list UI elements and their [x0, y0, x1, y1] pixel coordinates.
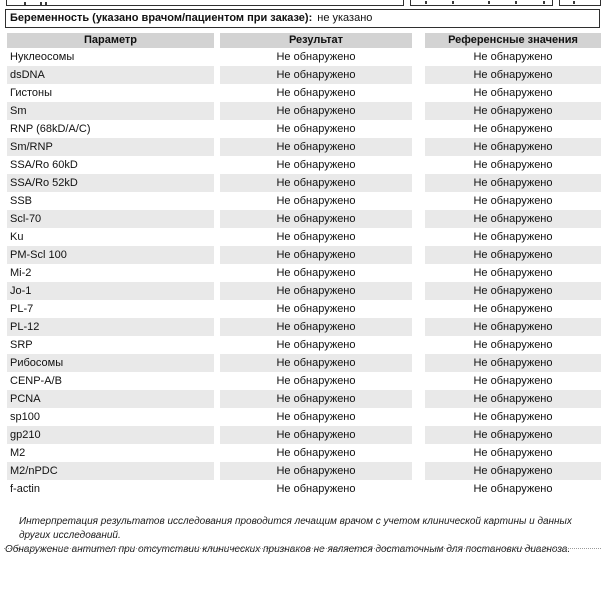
reference-cell: Не обнаружено [425, 390, 601, 408]
reference-cell: Не обнаружено [473, 483, 553, 495]
param-cell: Гистоны [10, 87, 52, 99]
table-row [0, 174, 605, 192]
result-cell: Не обнаружено [220, 318, 412, 336]
pregnancy-value: не указано [317, 12, 373, 24]
result-cell: Не обнаружено [276, 231, 356, 243]
footnote-line-2: Обнаружение антител при отсутствии клинических признаков не является достаточным для постановки диагноза. [5, 544, 571, 555]
reference-cell: Не обнаружено [473, 375, 553, 387]
table-row [0, 300, 605, 318]
table-header [0, 33, 605, 48]
reference-cell: Не обнаружено [473, 231, 553, 243]
param-cell: f-actin [10, 483, 40, 495]
param-cell: PL-12 [7, 318, 214, 336]
table-row [0, 102, 605, 120]
cut-text-remnant [515, 1, 517, 4]
result-cell: Не обнаружено [276, 483, 356, 495]
reference-cell: Не обнаружено [473, 447, 553, 459]
param-cell: Mi-2 [10, 267, 32, 279]
table-row [0, 246, 605, 264]
param-cell: SRP [10, 339, 33, 351]
reference-cell: Не обнаружено [473, 195, 553, 207]
reference-cell: Не обнаружено [425, 426, 601, 444]
reference-cell: Не обнаружено [425, 282, 601, 300]
header-cell-result: Результат [220, 33, 412, 48]
result-cell: Не обнаружено [276, 303, 356, 315]
results-table [0, 33, 605, 498]
table-row [0, 210, 605, 228]
table-row [0, 462, 605, 480]
reference-cell: Не обнаружено [425, 66, 601, 84]
result-cell: Не обнаружено [220, 174, 412, 192]
param-cell: PL-7 [10, 303, 34, 315]
dotted-separator [4, 548, 601, 549]
param-cell: Ku [10, 231, 24, 243]
param-cell: sp100 [10, 411, 40, 423]
result-cell: Не обнаружено [276, 159, 356, 171]
result-cell: Не обнаружено [220, 210, 412, 228]
reference-cell: Не обнаружено [425, 354, 601, 372]
result-cell: Не обнаружено [220, 138, 412, 156]
table-row [0, 228, 605, 246]
result-cell: Не обнаружено [220, 390, 412, 408]
table-row [0, 426, 605, 444]
reference-cell: Не обнаружено [473, 87, 553, 99]
result-cell: Не обнаружено [276, 411, 356, 423]
table-row [0, 48, 605, 66]
reference-cell: Не обнаружено [473, 411, 553, 423]
param-cell: gp210 [7, 426, 214, 444]
reference-cell: Не обнаружено [473, 267, 553, 279]
reference-cell: Не обнаружено [473, 123, 553, 135]
result-cell: Не обнаружено [276, 51, 356, 63]
reference-cell: Не обнаружено [473, 159, 553, 171]
param-cell: SSA/Ro 52kD [7, 174, 214, 192]
cut-text-remnant [425, 1, 427, 4]
cropped-field-box-3 [559, 0, 601, 6]
table-row [0, 66, 605, 84]
result-cell: Не обнаружено [276, 375, 356, 387]
cut-text-remnant [488, 1, 490, 4]
cut-text-remnant [452, 1, 454, 4]
result-cell: Не обнаружено [276, 447, 356, 459]
result-cell: Не обнаружено [220, 246, 412, 264]
cut-text-remnant [573, 1, 575, 4]
param-cell: Scl-70 [7, 210, 214, 228]
result-cell: Не обнаружено [276, 339, 356, 351]
param-cell: CENP-A/B [10, 375, 62, 387]
param-cell: dsDNA [7, 66, 214, 84]
param-cell: Jo-1 [7, 282, 214, 300]
reference-cell: Не обнаружено [473, 303, 553, 315]
pregnancy-field [5, 9, 600, 28]
table-row [0, 408, 605, 426]
table-row [0, 444, 605, 462]
cut-text-remnant [45, 2, 47, 5]
result-cell: Не обнаружено [276, 123, 356, 135]
footnote-line-1: Интерпретация результатов исследования проводится лечащим врачом с учетом клинической картины и данных других исследований. [19, 516, 572, 541]
reference-cell: Не обнаружено [425, 138, 601, 156]
param-cell: RNP (68kD/A/C) [10, 123, 91, 135]
param-cell: SSB [10, 195, 33, 207]
param-cell: PCNA [7, 390, 214, 408]
table-row [0, 372, 605, 390]
cut-text-remnant [543, 1, 545, 4]
cut-text-remnant [24, 2, 26, 5]
result-cell: Не обнаружено [220, 282, 412, 300]
header-cell-reference: Референсные значения [425, 33, 601, 48]
result-cell: Не обнаружено [276, 267, 356, 279]
reference-cell: Не обнаружено [425, 174, 601, 192]
result-cell: Не обнаружено [276, 87, 356, 99]
table-row [0, 480, 605, 498]
param-cell: M2/nPDC [7, 462, 214, 480]
result-cell: Не обнаружено [220, 66, 412, 84]
table-row [0, 282, 605, 300]
table-row [0, 390, 605, 408]
cut-text-remnant [40, 2, 42, 5]
result-cell: Не обнаружено [220, 462, 412, 480]
param-cell: M2 [10, 447, 26, 459]
param-cell: Sm [7, 102, 214, 120]
table-row [0, 138, 605, 156]
reference-cell: Не обнаружено [473, 51, 553, 63]
reference-cell: Не обнаружено [425, 246, 601, 264]
table-row [0, 84, 605, 102]
table-row [0, 354, 605, 372]
reference-cell: Не обнаружено [425, 210, 601, 228]
table-row [0, 336, 605, 354]
footnote [5, 515, 602, 557]
param-cell: Рибосомы [7, 354, 214, 372]
header-cell-parameter: Параметр [7, 33, 214, 48]
param-cell: Sm/RNP [7, 138, 214, 156]
result-cell: Не обнаружено [276, 195, 356, 207]
table-row [0, 318, 605, 336]
param-cell: PM-Scl 100 [7, 246, 214, 264]
table-row [0, 192, 605, 210]
cropped-field-box-2 [410, 0, 553, 6]
table-row [0, 120, 605, 138]
reference-cell: Не обнаружено [425, 318, 601, 336]
reference-cell: Не обнаружено [473, 339, 553, 351]
reference-cell: Не обнаружено [425, 462, 601, 480]
param-cell: SSA/Ro 60kD [10, 159, 78, 171]
reference-cell: Не обнаружено [425, 102, 601, 120]
result-cell: Не обнаружено [220, 354, 412, 372]
table-body [0, 48, 605, 498]
result-cell: Не обнаружено [220, 426, 412, 444]
table-row [0, 156, 605, 174]
pregnancy-label: Беременность (указано врачом/пациентом при заказе): [10, 12, 313, 24]
param-cell: Нуклеосомы [10, 51, 75, 63]
result-cell: Не обнаружено [220, 102, 412, 120]
table-row [0, 264, 605, 282]
cropped-field-box-1 [6, 0, 404, 6]
